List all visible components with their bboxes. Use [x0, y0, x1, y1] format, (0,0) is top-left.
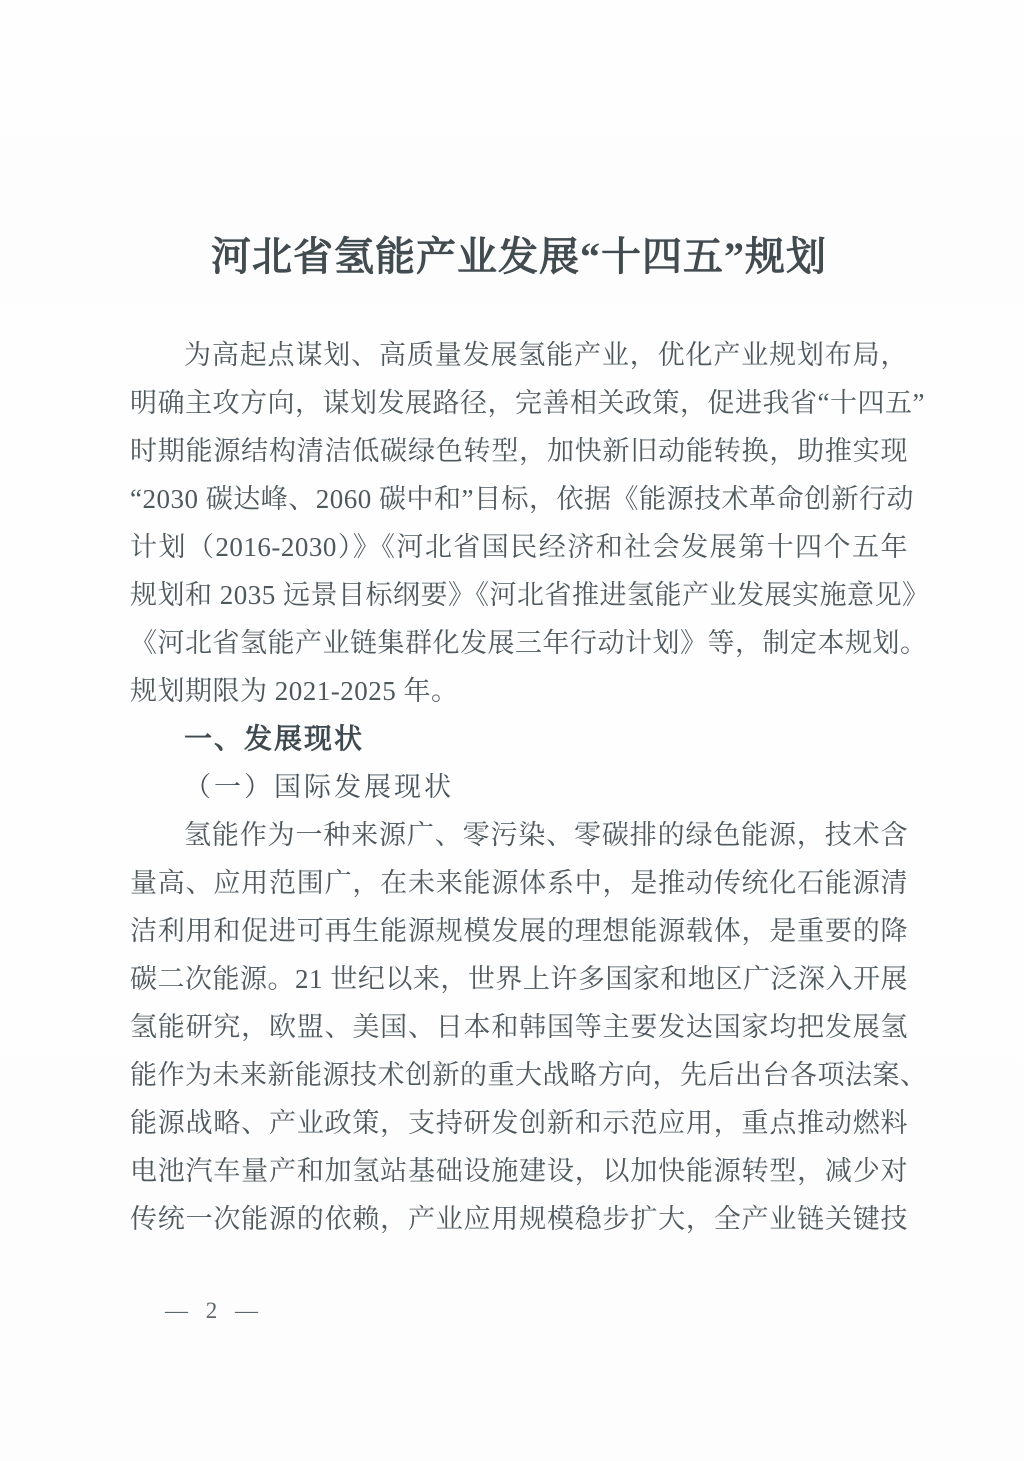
text-line: “2030 碳达峰、2060 碳中和”目标，依据《能源技术革命创新行动 [130, 484, 914, 514]
text-line: 规划和 2035 远景目标纲要》《河北省推进氢能产业发展实施意见》 [130, 580, 930, 610]
text-line: 计划（2016-2030）》《河北省国民经济和社会发展第十四个五年 [130, 532, 908, 562]
text-line: 规划期限为 2021-2025 年。 [130, 676, 459, 706]
text-line: 量高、应用范围广，在未来能源体系中，是推动传统化石能源清 [130, 868, 908, 898]
page-number: — 2 — [165, 1298, 264, 1323]
text-line: 明确主攻方向，谋划发展路径，完善相关政策，促进我省“十四五” [130, 388, 925, 418]
text-line: 氢能研究，欧盟、美国、日本和韩国等主要发达国家均把发展氢 [130, 1012, 908, 1042]
text-line: 能源战略、产业政策，支持研发创新和示范应用，重点推动燃料 [130, 1108, 908, 1138]
subsection-heading: （一）国际发展现状 [184, 772, 454, 802]
document-title: 河北省氢能产业发展“十四五”规划 [211, 234, 827, 279]
text-line: 电池汽车量产和加氢站基础设施建设，以加快能源转型，减少对 [130, 1156, 908, 1186]
document-content [130, 226, 930, 1243]
text-line: 能作为未来新能源技术创新的重大战略方向，先后出台各项法案、 [130, 1060, 928, 1090]
intro-paragraph [130, 331, 930, 715]
text-line: 《河北省氢能产业链集群化发展三年行动计划》等，制定本规划。 [130, 628, 928, 658]
section-heading: 一、发展现状 [184, 723, 365, 754]
text-line: 时期能源结构清洁低碳绿色转型，加快新旧动能转换，助推实现 [130, 436, 908, 466]
text-line: 为高起点谋划、高质量发展氢能产业，优化产业规划布局， [184, 340, 908, 370]
text-line: 碳二次能源。21 世纪以来，世界上许多国家和地区广泛深入开展 [130, 964, 908, 994]
text-line: 洁利用和促进可再生能源规模发展的理想能源载体，是重要的降 [130, 916, 908, 946]
body-paragraph [130, 811, 928, 1243]
text-line: 传统一次能源的依赖，产业应用规模稳步扩大，全产业链关键技 [130, 1204, 908, 1234]
text-line: 氢能作为一种来源广、零污染、零碳排的绿色能源，技术含 [184, 820, 908, 850]
